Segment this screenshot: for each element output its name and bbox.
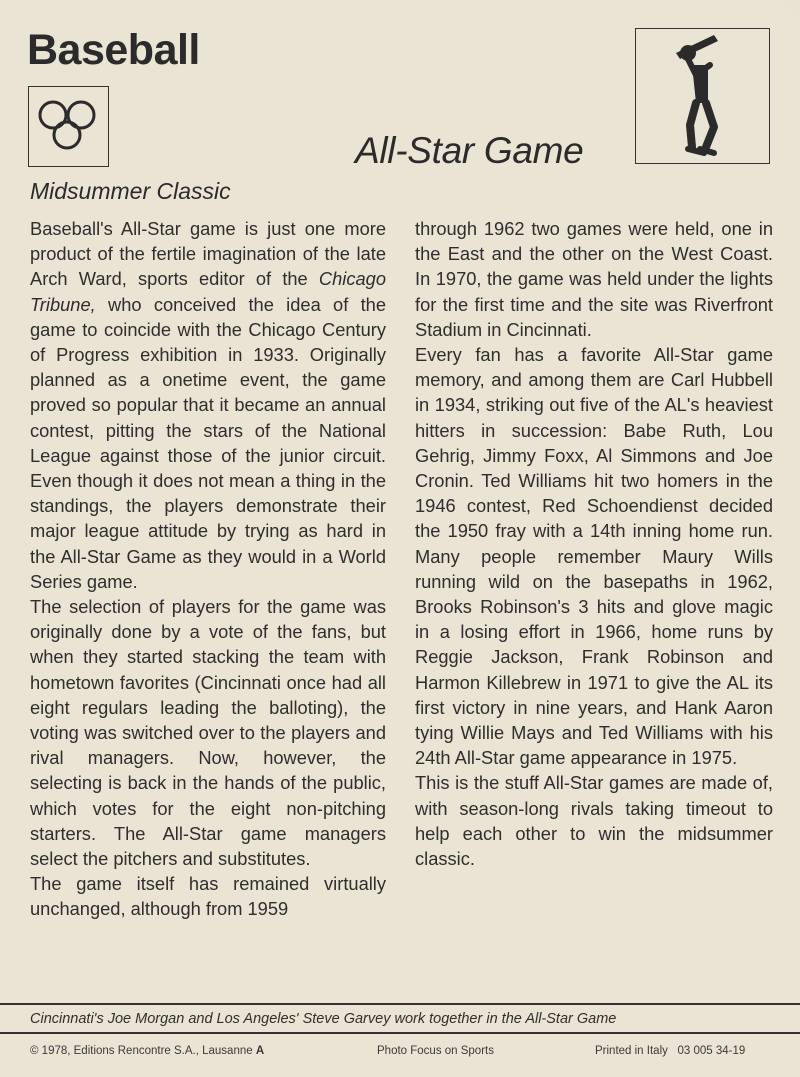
copyright-text: © 1978, Editions Rencontre S.A., Lausanne <box>30 1045 253 1057</box>
category-heading: Baseball <box>27 26 200 74</box>
right-text-column <box>415 216 773 871</box>
left-paragraph-3: The game itself has remained virtually unchanged, although from 1959 <box>30 873 386 920</box>
left-p1-text-b: who conceived the idea of the game to coincide with the Chicago Century of Progress exhibition in 1933. Originally planned as a onetime event, the game proved so popular that it became an annual contest, pitting the stars of the National League against those of the junior circuit. Even though it does not mean a thing in the standings, the players demonstrate their major league attitude by trying as hard in the All-Star Game as they would in a World Series game. <box>30 293 386 592</box>
card-subtitle: Midsummer Classic <box>30 178 231 204</box>
olympic-rings-icon <box>28 86 109 167</box>
card-title: All-Star Game <box>355 130 584 171</box>
right-paragraph-3: This is the stuff All-Star games are made of, with season-long rivals taking timeout to help each other to win the midsummer classic. <box>415 772 773 870</box>
left-paragraph-1 <box>30 216 386 594</box>
right-paragraph-2: Every fan has a favorite All-Star game memory, and among them are Carl Hubbell in 1934, striking out five of the AL's heaviest hitters in succession: Babe Ruth, Lou Gehrig, Jimmy Foxx, Al Simmons and Joe Cronin. Ted Williams hit two homers in the 1946 contest, Red Schoendienst decided the 1950 fray with a 14th inning home run. Many people remember Maury Wills running wild on the basepaths in 1962, Brooks Robinson's 3 hits and glove magic in a losing effort in 1966, home runs by Reggie Jackson, Frank Robinson and Harmon Killebrew in 1971 to give the AL its first victory in nine years, and Hank Aaron tying Willie Mays and Ted Williams with his 24th All-Star game appearance in 1975. <box>415 344 773 769</box>
footer-copyright <box>30 1045 264 1057</box>
series-letter: A <box>255 1045 265 1057</box>
footer-photo-credit: Photo Focus on Sports <box>377 1045 494 1057</box>
batter-pictogram-graphic <box>636 29 769 163</box>
caption-bottom-divider <box>0 1032 800 1034</box>
caption-top-divider <box>0 1003 800 1005</box>
left-paragraph-2: The selection of players for the game was originally done by a vote of the fans, but when they started stacking the team with hometown favorites (Cincinnati once had all eight regulars leading the balloting), the voting was switched over to the players and rival managers. Now, however, the selecting is back in the hands of the public, which votes for the eight non-pitching starters. The All-Star game managers select the pitchers and substitutes. <box>30 596 386 870</box>
left-p1-text-a: Baseball's All-Star game is just one more product of the fertile imagination of the late Arch Ward, sports editor of the <box>30 218 386 290</box>
newspaper-name: Chicago Tribune, <box>30 268 386 315</box>
footer-printed-code: Printed in Italy 03 005 34-19 <box>595 1045 746 1057</box>
photo-caption: Cincinnati's Joe Morgan and Los Angeles' Steve Garvey work together in the All-Star Game <box>30 1011 617 1027</box>
batter-pictogram-icon <box>635 28 770 164</box>
olympic-rings-graphic <box>35 97 101 159</box>
right-paragraph-1: through 1962 two games were held, one in the East and the other on the West Coast. In 1970, the game was held under the lights for the first time and the site was Riverfront Stadium in Cincinnati. <box>415 218 773 340</box>
left-text-column <box>30 216 386 922</box>
